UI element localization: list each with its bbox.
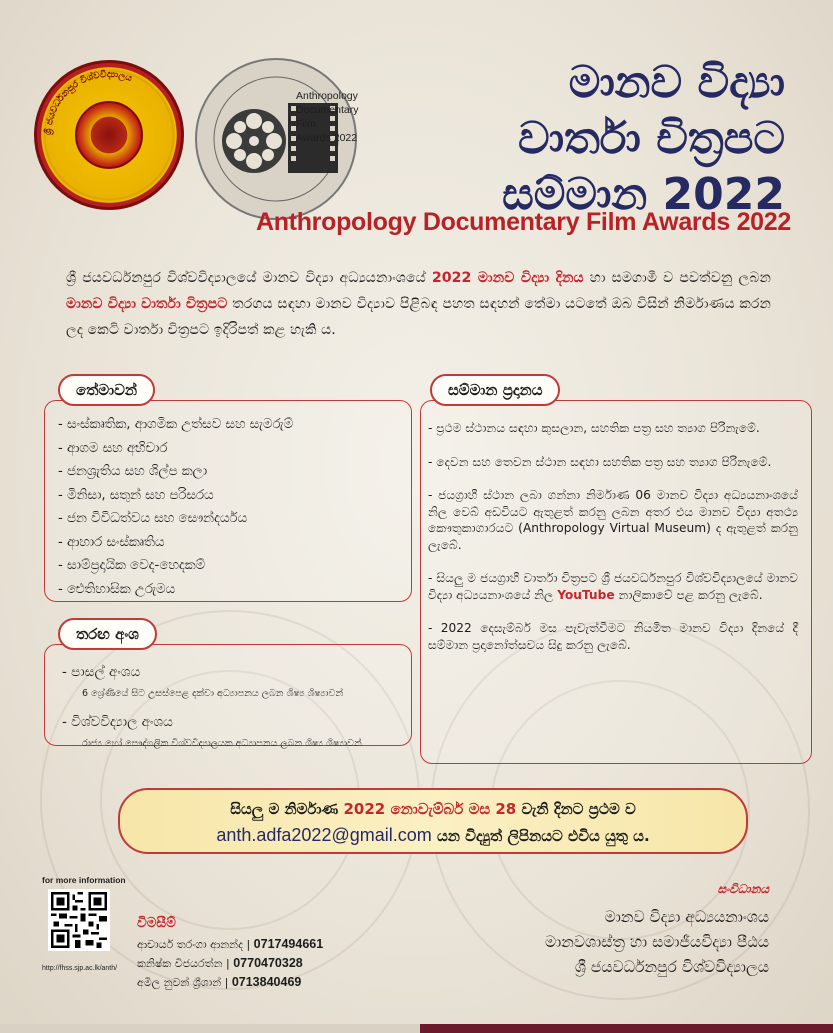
award-item: - ප්‍රථම ස්ථානය සඳහා කුසලාන, සහතික පත්‍ර සහ ත්‍යාග පිරිනැමේ. (428, 421, 760, 435)
intro-text: හා සමගාමී ව පවත්වනු ලබන (583, 270, 771, 286)
award-text: - සියලු ම ජයග්‍රාහී වාර්තා චිත්‍රපට ශ්‍රී ජයවර්ධනපුර විශ්වවිද්‍යාලයේ මානව විද්‍යා අධ්‍යයනාංශයේ නිල (428, 571, 798, 602)
deadline-date: 2022 නොවැම්බර් මස 28 (343, 800, 517, 818)
contact-row (137, 973, 397, 992)
svg-text:ශ්‍රී ජයවර්ධනපුර විශ්වවිද්‍යාල: ශ්‍රී ජයවර්ධනපුර විශ්වවිද්‍යාලය (43, 69, 134, 136)
intro-highlight: 2022 මානව විද්‍යා දිනය (431, 270, 584, 286)
theme-item: - සංස්කෘතික, ආගමික උත්සව සහ සැමරුම් (58, 417, 294, 432)
categories-list (62, 660, 412, 760)
contact-phone[interactable]: 0770470328 (233, 956, 303, 970)
contact-name: අමිල නුවන් ශ්‍රීශාන් | (137, 976, 232, 989)
organizer-row: මානවශාස්ත්‍ර හා සමාජීයවිද්‍යා පීඨය (545, 933, 769, 951)
themes-list (58, 413, 408, 601)
contacts-section (137, 915, 397, 992)
qr-label: for more information (42, 875, 126, 885)
contact-name: ආචාර්ය තරංගා ආනන්ද | (137, 938, 254, 951)
organizers-section (439, 882, 769, 980)
award-text: නාලිකාවේ පළ කරනු ලැබේ. (614, 587, 763, 602)
qr-url[interactable]: http://fhss.sjp.ac.lk/anth/ (42, 965, 118, 972)
footer-bar (0, 1024, 833, 1033)
category-university-note: රාජ්‍ය හෝ පෞද්ගලික විශ්වවිද්‍යාලයක අධ්‍යාපනය ලබන ශිෂ්‍ය ශිෂ්‍යාවන් (82, 738, 362, 749)
category-university: - විශ්වවිද්‍යාල අංශය (62, 714, 173, 730)
intro-highlight: මානව විද්‍යා වාර්තා චිත්‍රපට (66, 296, 228, 312)
seal-emblem (75, 101, 143, 169)
contact-name: කනිෂ්ක විජයරත්න | (137, 957, 234, 970)
theme-item: - සාම්ප්‍රදායික වෙද-හෙදකම් (58, 558, 206, 573)
deadline-banner (118, 788, 748, 854)
deadline-text: සියලු ම නිර්මාණ (230, 800, 344, 818)
intro-paragraph (66, 265, 771, 343)
awards-heading: සම්මාන ප්‍රදානය (430, 374, 560, 406)
qr-code-icon[interactable] (48, 889, 110, 951)
deadline-line-2 (120, 822, 746, 849)
theme-item: - ජන විවිධත්වය සහ සෞන්දර්යය (58, 511, 248, 526)
theme-item: - ඓතිහාසික උරුමය (58, 581, 176, 597)
contact-row (137, 954, 397, 973)
title-english: Anthropology Documentary Film Awards 2022 (255, 208, 791, 236)
awards-list (428, 420, 798, 670)
intro-text: ශ්‍රී ජයවර්ධනපුර විශ්වවිද්‍යාලයේ මානව විද්‍යා අධ්‍යයනාංශයේ (66, 270, 432, 286)
theme-item: - ආහාර සංස්කෘතිය (58, 534, 165, 550)
award-item: - 2022 දෙසැම්බර් මස පැවැත්වීමට නියමිත මානව විද්‍යා දිනයේ දී සම්මාන ප්‍රදානෝත්සවය සිදු කරනු ලැබේ. (428, 621, 798, 652)
theme-item: - ආගම සහ අභිචාර (58, 440, 168, 456)
contacts-heading: විමසීම් (137, 915, 176, 931)
qr-section (42, 875, 142, 972)
organizer-row: ශ්‍රී ජයවර්ධනපුර විශ්වවිද්‍යාලය (574, 958, 769, 976)
category-school-note: 6 ශ්‍රේණියේ සිට උසස්පෙළ දක්වා අධ්‍යාපනය ලබන ශිෂ්‍ය ශිෂ්‍යාවන් (82, 688, 344, 699)
film-logo-line: Awards 2022 (296, 132, 358, 144)
title-line-3: සම්මාන 2022 (502, 169, 785, 220)
university-seal-logo (34, 60, 184, 210)
theme-item: - මිනිසා, සතුන් සහ පරිසරය (58, 487, 214, 503)
footer-bar-right (420, 1024, 833, 1033)
categories-heading: තරඟ අංශ (58, 618, 157, 650)
category-school: - පාසල් අංශය (62, 664, 141, 680)
contact-phone[interactable]: 0717494661 (253, 937, 324, 951)
contact-phone[interactable]: 0713840469 (231, 975, 302, 989)
footer-bar-left (0, 1024, 420, 1033)
deadline-text: යන විද්‍යුත් ලිපිනයට එවිය යුතු ය. (431, 827, 650, 845)
award-item (428, 570, 798, 603)
theme-item: - ජනශ්‍රැතිය සහ ශිල්ප කලා (58, 464, 208, 479)
award-item: - ජයග්‍රාහී ස්ථාන ලබා ගන්නා නිර්මාණ 06 මානව විද්‍යා අධ්‍යයනාංශයේ නිල වෙබ් අඩවියට ඇතුළත් කරනු ලබන අතර එය මානව විද්‍යා අතථ්‍ය කෞතුකාගාරයට (Anthropology Virtual Museum) ද ඇතුළත් කරනු ලැබේ. (428, 488, 798, 552)
film-logo-line: Anthropology (296, 90, 358, 102)
youtube-label: YouTube (557, 587, 615, 602)
title-sinhala (425, 55, 785, 223)
email-link[interactable]: anth.adfa2022@gmail.com (216, 825, 432, 845)
title-line-2: වාර්තා චිත්‍රපට (518, 113, 785, 164)
intro-text: තරගය සඳහා මානව විද්‍යාව පිළිබඳ පහත සඳහන් තේමා යටතේ ඔබ විසින් නිර්මාණය කරන ලද කෙටි වාර්තා චිත්‍රපට ඉදිරිපත් කළ හැකි ය. (66, 296, 771, 338)
award-item: - දෙවන සහ තෙවන ස්ථාන සඳහා සහතික පත්‍ර සහ ත්‍යාග පිරිනැමේ. (428, 454, 772, 469)
title-line-1: මානව විද්‍යා (568, 57, 785, 108)
film-awards-logo (192, 55, 360, 223)
organizers-heading: සංවිධානය (717, 882, 769, 896)
deadline-text: වැනි දිනට ප්‍රථම ව (516, 800, 636, 818)
themes-heading: තේමාවන් (58, 374, 155, 406)
contact-row (137, 935, 397, 954)
film-logo-line: Film (296, 118, 316, 130)
film-logo-line: Documentary (296, 104, 359, 116)
deadline-line-1 (120, 796, 746, 822)
organizer-row: මානව විද්‍යා අධ්‍යයනාංශය (604, 908, 769, 926)
